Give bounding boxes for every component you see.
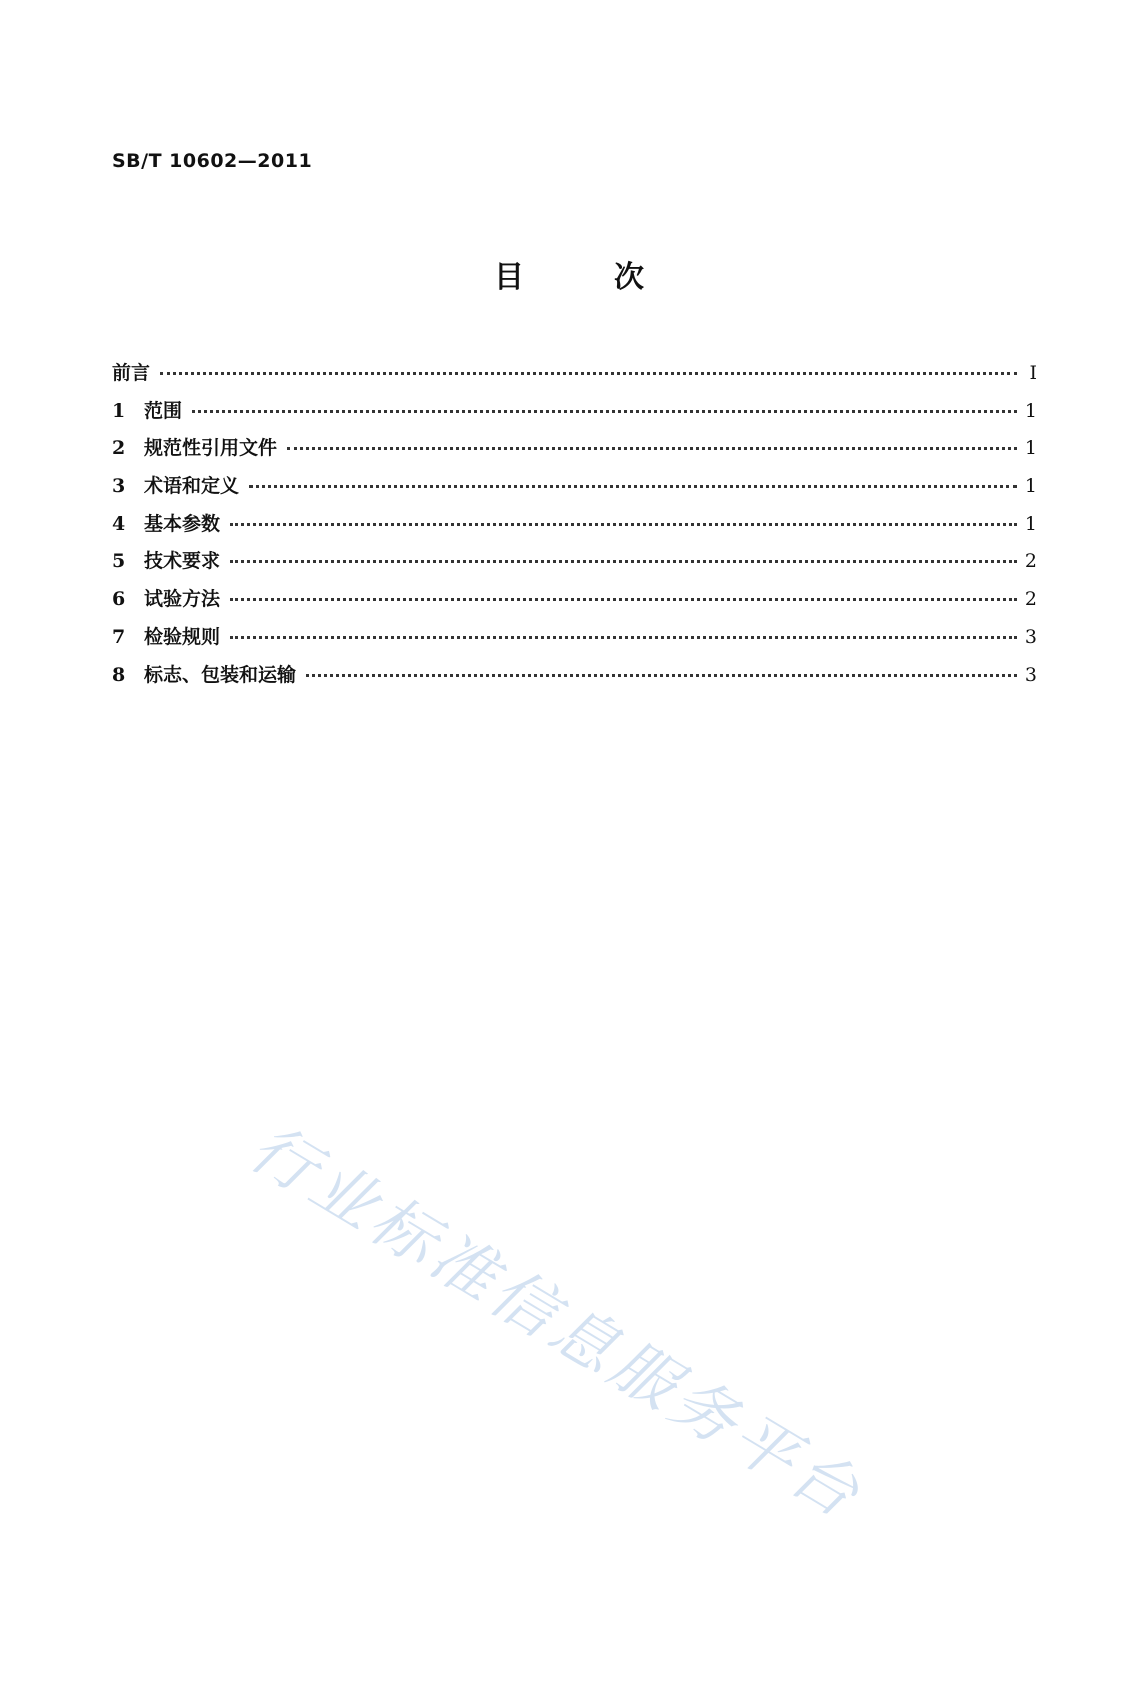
toc-entry-inspection-rules[interactable]: [112, 622, 1037, 660]
toc-entry-label: 基本参数: [144, 512, 221, 535]
toc-entry-number: 4: [112, 512, 126, 535]
toc-dot-leader: [230, 598, 1017, 601]
toc-entry-page: 1: [1024, 512, 1037, 535]
toc-entry-label: 前言: [112, 362, 151, 384]
toc-entry-page: 3: [1024, 625, 1037, 648]
toc-dot-leader: [192, 410, 1017, 413]
toc-entry-normative-references[interactable]: [112, 433, 1037, 471]
toc-entry-number: 1: [112, 399, 126, 422]
toc-entry-label: 试验方法: [144, 588, 221, 611]
toc-entry-basic-parameters[interactable]: [112, 509, 1037, 547]
toc-entry-label: 术语和定义: [144, 475, 240, 498]
toc-entry-number: 2: [112, 437, 126, 460]
toc-entry-page: 1: [1024, 475, 1037, 498]
toc-entry-page: 1: [1024, 399, 1037, 422]
toc-title: [0, 258, 1138, 298]
toc-entry-page: I: [1029, 362, 1037, 384]
toc-dot-leader: [249, 485, 1017, 488]
toc-dot-leader: [287, 447, 1017, 450]
toc-list: [112, 358, 1037, 697]
toc-entry-terms-definitions[interactable]: [112, 471, 1037, 509]
toc-entry-number: 8: [112, 663, 126, 686]
toc-entry-label: 标志、包装和运输: [144, 663, 297, 686]
toc-entry-number: 5: [112, 550, 126, 573]
watermark-text: 行业标准信息服务平台: [237, 1110, 876, 1535]
toc-entry-number: 7: [112, 625, 126, 648]
toc-entry-foreword[interactable]: [112, 358, 1037, 396]
toc-entry-technical-requirements[interactable]: [112, 546, 1037, 584]
toc-dot-leader: [306, 674, 1017, 677]
toc-dot-leader: [230, 636, 1017, 639]
toc-title-part1: 目: [494, 260, 524, 295]
toc-entry-label: 规范性引用文件: [144, 437, 278, 460]
toc-dot-leader: [230, 523, 1017, 526]
toc-entry-marking-packaging-transport[interactable]: [112, 660, 1037, 698]
toc-dot-leader: [160, 372, 1017, 375]
toc-entry-page: 2: [1024, 588, 1037, 611]
toc-entry-number: 3: [112, 475, 126, 498]
toc-entry-label: 范围: [144, 399, 183, 422]
toc-title-part2: 次: [614, 260, 644, 295]
toc-dot-leader: [230, 560, 1017, 563]
toc-entry-label: 技术要求: [144, 550, 221, 573]
toc-entry-page: 2: [1024, 550, 1037, 573]
toc-entry-page: 1: [1024, 437, 1037, 460]
toc-entry-label: 检验规则: [144, 625, 221, 648]
standard-number: SB/T 10602—2011: [112, 150, 313, 172]
toc-entry-test-methods[interactable]: [112, 584, 1037, 622]
toc-entry-page: 3: [1024, 663, 1037, 686]
toc-entry-scope[interactable]: [112, 396, 1037, 434]
toc-entry-number: 6: [112, 588, 126, 611]
